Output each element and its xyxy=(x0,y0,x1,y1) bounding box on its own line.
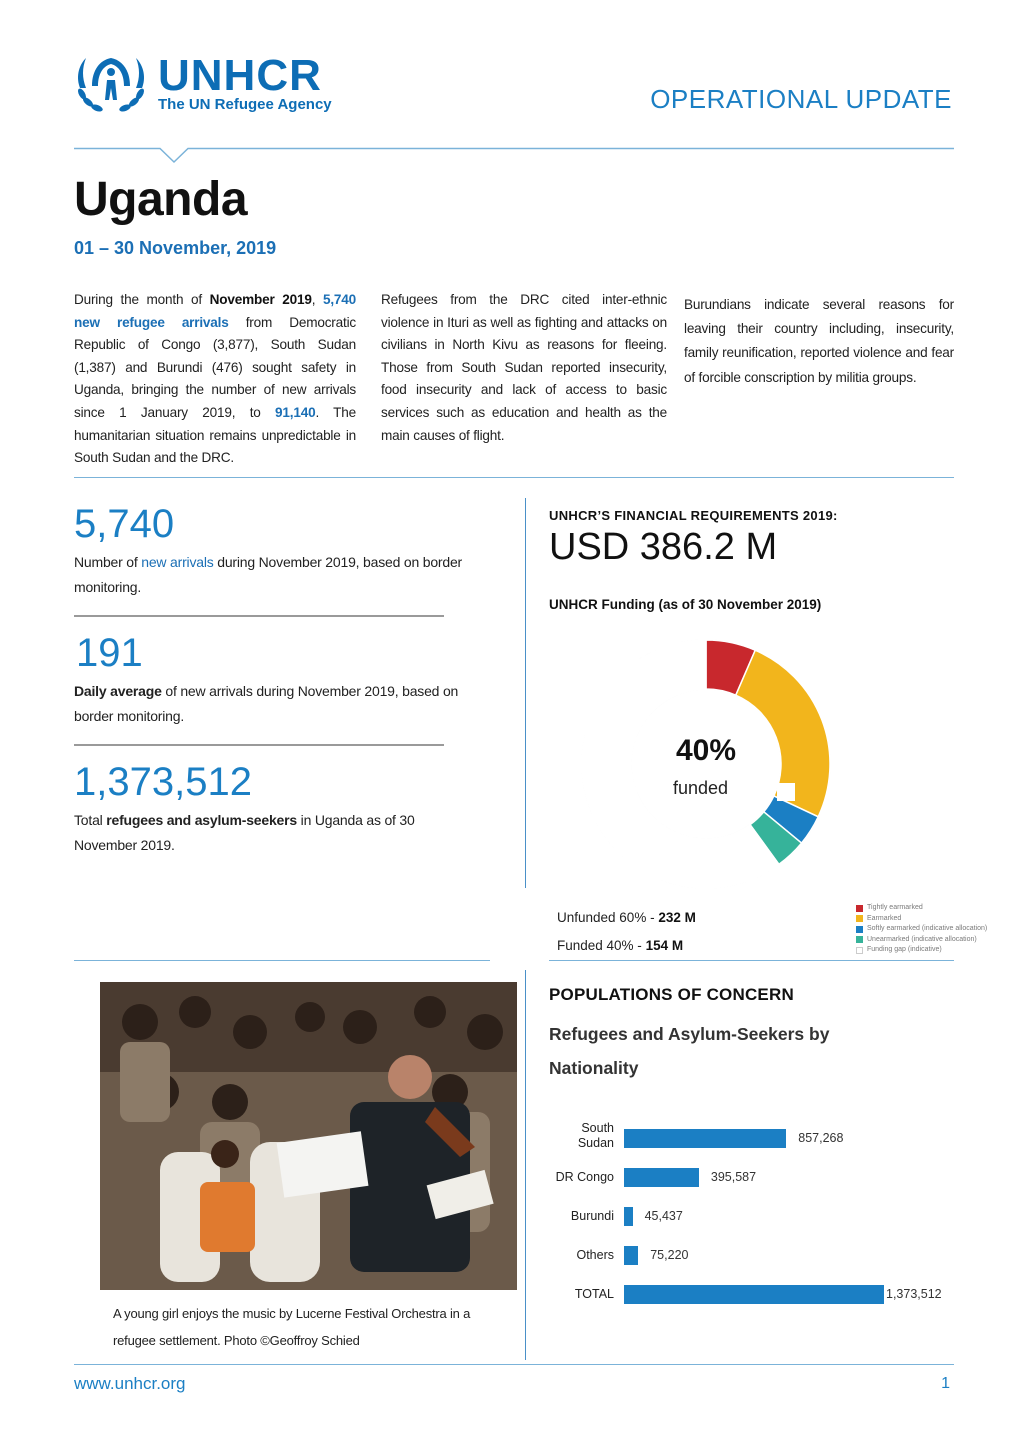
legend-item: Earmarked xyxy=(856,914,1006,925)
logo-wordmark: UNHCR xyxy=(158,51,322,100)
populations-title: POPULATIONS OF CONCERN xyxy=(549,985,794,1004)
funded-line: Funded 40% - 154 M xyxy=(557,938,684,953)
unhcr-emblem-icon xyxy=(74,50,148,116)
legend-swatch xyxy=(856,926,863,933)
photo-illustration xyxy=(100,982,517,1290)
stat-new-arrivals-value: 5,740 xyxy=(74,502,175,546)
stat-divider xyxy=(74,615,444,617)
photo-caption: A young girl enjoys the music by Lucerne Festival Orchestra in a refugee settlement. Photo ©Geoffroy Schied xyxy=(113,1306,471,1348)
funding-legend xyxy=(856,903,1006,956)
column-divider-lower xyxy=(525,970,526,1360)
footer-divider xyxy=(74,1364,954,1365)
nationality-bar-chart xyxy=(540,1118,960,1318)
page-title: Uganda xyxy=(74,173,248,226)
legend-swatch xyxy=(856,915,863,922)
bar-value-label: 857,268 xyxy=(798,1131,844,1145)
bar-category-label: Burundi xyxy=(570,1209,614,1223)
legend-swatch xyxy=(856,936,863,943)
section-divider-left xyxy=(74,960,490,961)
bar-value-label: 1,373,512 xyxy=(886,1287,942,1301)
total-arrivals-highlight: 91,140 xyxy=(275,404,316,420)
unfunded-line: Unfunded 60% - 232 M xyxy=(557,910,696,925)
page-number: 1 xyxy=(941,1375,950,1392)
financial-requirements-value: USD 386.2 M xyxy=(549,526,778,568)
bar-value-label: 395,587 xyxy=(710,1170,757,1184)
stat-total-refugees-desc: Total refugees and asylum-seekers in Uganda as of 30 November 2019. xyxy=(74,812,415,853)
stat-divider xyxy=(74,744,444,746)
funding-label: UNHCR Funding (as of 30 November 2019) xyxy=(549,597,822,612)
populations-subtitle: Refugees and Asylum-Seekers by Nationality xyxy=(549,1024,830,1078)
bar-total xyxy=(624,1285,884,1304)
photo-orchestra xyxy=(100,982,517,1290)
legend-item: Unearmarked (indicative allocation) xyxy=(856,935,1006,946)
section-divider-right xyxy=(549,960,954,961)
footer-website-link[interactable]: www.unhcr.org xyxy=(74,1374,186,1393)
stat-daily-average-desc: Daily average of new arrivals during November 2019, based on border monitoring. xyxy=(74,683,459,724)
date-range: 01 – 30 November, 2019 xyxy=(74,238,277,258)
bar-category-label: Others xyxy=(576,1248,614,1262)
intro-column-2: Refugees from the DRC cited inter-ethnic violence in Ituri as well as fighting and attacks on civilians in North Kivu as reasons for fleeing. Those from South Sudan reported insecurity, food insecurity and lack of access to basic services such as education and health as the main causes of flight. xyxy=(381,292,667,443)
new-arrivals-highlight: 5,740 new refugee arrivals xyxy=(74,292,357,330)
legend-swatch xyxy=(856,947,863,954)
bar-dr-congo xyxy=(624,1168,699,1187)
legend-swatch xyxy=(856,905,863,912)
legend-item: Softly earmarked (indicative allocation) xyxy=(856,924,1006,935)
logo-subtitle: The UN Refugee Agency xyxy=(158,96,332,113)
column-divider xyxy=(525,498,526,888)
intro-column-3: Burundians indicate several reasons for leaving their country including, insecurity, family reunification, reported violence and fear of forcible conscription by militia groups. xyxy=(684,297,954,385)
stat-new-arrivals-desc: Number of new arrivals during November 2019, based on border monitoring. xyxy=(74,554,463,595)
intro-column-1: During the month of November 2019, 5,740 new refugee arrivals from Democratic Republic of Congo (3,877), South Sudan (1,387) and Burundi (476) sought safety in Uganda, bringing the number of new arrivals since 1 January 2019, to 91,140. The humanitarian situation remains unpredictable in South Sudan and the DRC. xyxy=(74,292,357,466)
unhcr-logo xyxy=(74,50,354,116)
legend-item: Funding gap (indicative) xyxy=(856,945,1006,956)
intro-divider xyxy=(74,477,954,478)
bar-others xyxy=(624,1246,638,1265)
stat-daily-average-value: 191 xyxy=(76,631,143,675)
bar-south-sudan xyxy=(624,1129,786,1148)
donut-percent: 40% xyxy=(676,734,737,767)
bar-burundi xyxy=(624,1207,633,1226)
stat-total-refugees-value: 1,373,512 xyxy=(74,760,252,804)
bar-category-label: DR Congo xyxy=(555,1170,614,1184)
bar-category-label: TOTAL xyxy=(574,1287,614,1301)
legend-item: Tightly earmarked xyxy=(856,903,1006,914)
bar-value-label: 75,220 xyxy=(650,1248,689,1262)
header-divider xyxy=(74,140,954,166)
donut-subtitle: funded xyxy=(673,778,729,798)
donut-marker xyxy=(777,783,795,801)
financial-requirements-label: UNHCR’S FINANCIAL REQUIREMENTS 2019: xyxy=(549,508,838,523)
document-type: OPERATIONAL UPDATE xyxy=(650,84,952,114)
bar-value-label: 45,437 xyxy=(644,1209,683,1223)
bar-category-label: South Sudan xyxy=(577,1121,614,1150)
